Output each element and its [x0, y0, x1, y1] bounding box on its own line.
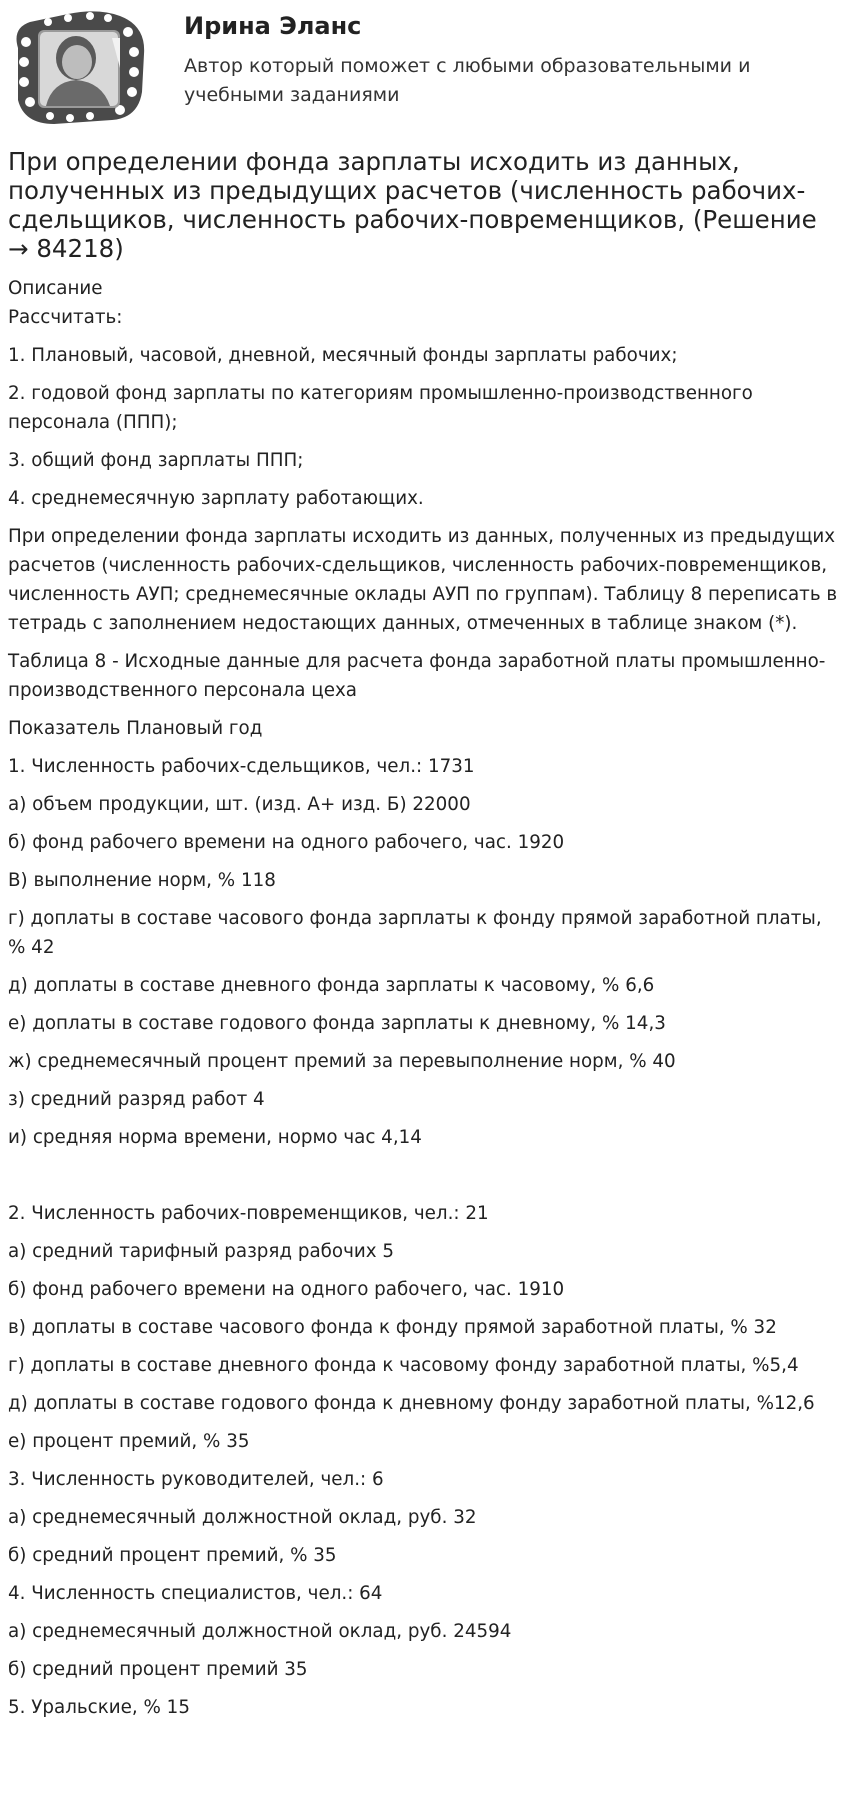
author-description: Автор который поможет с любыми образовательными и учебными заданиями: [184, 55, 751, 106]
task-item: 2. годовой фонд зарплаты по категориям промышленно-производственного персонала (ППП);: [8, 383, 753, 433]
table-row: В) выполнение норм, % 118: [8, 870, 276, 891]
table-row: б) фонд рабочего времени на одного рабочего, час. 1910: [8, 1279, 565, 1300]
table-row: 2. Численность рабочих-повременщиков, чел.: 21: [8, 1203, 489, 1224]
table-row: б) средний процент премий, % 35: [8, 1545, 337, 1566]
table-row: и) средняя норма времени, нормо час 4,14: [8, 1127, 422, 1148]
author-avatar: [8, 8, 148, 126]
task-item: 4. среднемесячную зарплату работающих.: [8, 488, 424, 509]
table-row: 5. Уральские, % 15: [8, 1697, 190, 1718]
author-block: [8, 8, 838, 128]
table-row: 4. Численность специалистов, чел.: 64: [8, 1583, 383, 1604]
task-item: 1. Плановый, часовой, дневной, месячный фонды зарплаты рабочих;: [8, 345, 678, 366]
table-row: а) средний тарифный разряд рабочих 5: [8, 1241, 395, 1262]
table-row: а) объем продукции, шт. (изд. А+ изд. Б) 22000: [8, 794, 471, 815]
table-row: а) среднемесячный должностной оклад, руб. 24594: [8, 1621, 512, 1642]
table-row: в) доплаты в составе часового фонда к фонду прямой заработной платы, % 32: [8, 1317, 777, 1338]
author-name[interactable]: Ирина Эланс: [184, 12, 362, 40]
description-content: [8, 274, 844, 1722]
task-item: 3. общий фонд зарплаты ППП;: [8, 450, 304, 471]
table-caption: Таблица 8 - Исходные данные для расчета фонда заработной платы промышленно-производственного персонала цеха: [8, 651, 826, 701]
table-row: а) среднемесячный должностной оклад, руб. 32: [8, 1507, 477, 1528]
table-row: б) средний процент премий 35: [8, 1659, 308, 1680]
table-row: д) доплаты в составе годового фонда к дневному фонду заработной платы, %12,6: [8, 1393, 815, 1414]
table-row: 1. Численность рабочих-сдельщиков, чел.: 1731: [8, 756, 475, 777]
page-title: При определении фонда зарплаты исходить из данных, полученных из предыдущих расчетов (численность рабочих-сдельщиков, численность рабочих-повременщиков, (Решение → 84218): [8, 147, 817, 263]
table-row: д) доплаты в составе дневного фонда зарплаты к часовому, % 6,6: [8, 975, 655, 996]
table-row: б) фонд рабочего времени на одного рабочего, час. 1920: [8, 832, 565, 853]
instructions-paragraph: При определении фонда зарплаты исходить из данных, полученных из предыдущих расчетов (численность рабочих-сдельщиков, численность рабочих-повременщиков, численность АУП; среднемесячные оклады АУП по группам). Таблицу 8 переписать в тетрадь с заполнением недостающих данных, отмеченных в таблице знаком (*).: [8, 526, 838, 634]
table-row: з) средний разряд работ 4: [8, 1089, 265, 1110]
table-row: ж) среднемесячный процент премий за перевыполнение норм, % 40: [8, 1051, 676, 1072]
table-header: Показатель Плановый год: [8, 718, 263, 739]
table-row: 3. Численность руководителей, чел.: 6: [8, 1469, 384, 1490]
calc-label: Рассчитать:: [8, 307, 123, 328]
table-row: е) процент премий, % 35: [8, 1431, 250, 1452]
description-label: Описание: [8, 278, 103, 299]
table-row: г) доплаты в составе часового фонда зарплаты к фонду прямой заработной платы, % 42: [8, 908, 822, 958]
table-row: г) доплаты в составе дневного фонда к часовому фонду заработной платы, %5,4: [8, 1355, 799, 1376]
table-row: е) доплаты в составе годового фонда зарплаты к дневному, % 14,3: [8, 1013, 666, 1034]
section-spacer: [8, 1152, 844, 1190]
